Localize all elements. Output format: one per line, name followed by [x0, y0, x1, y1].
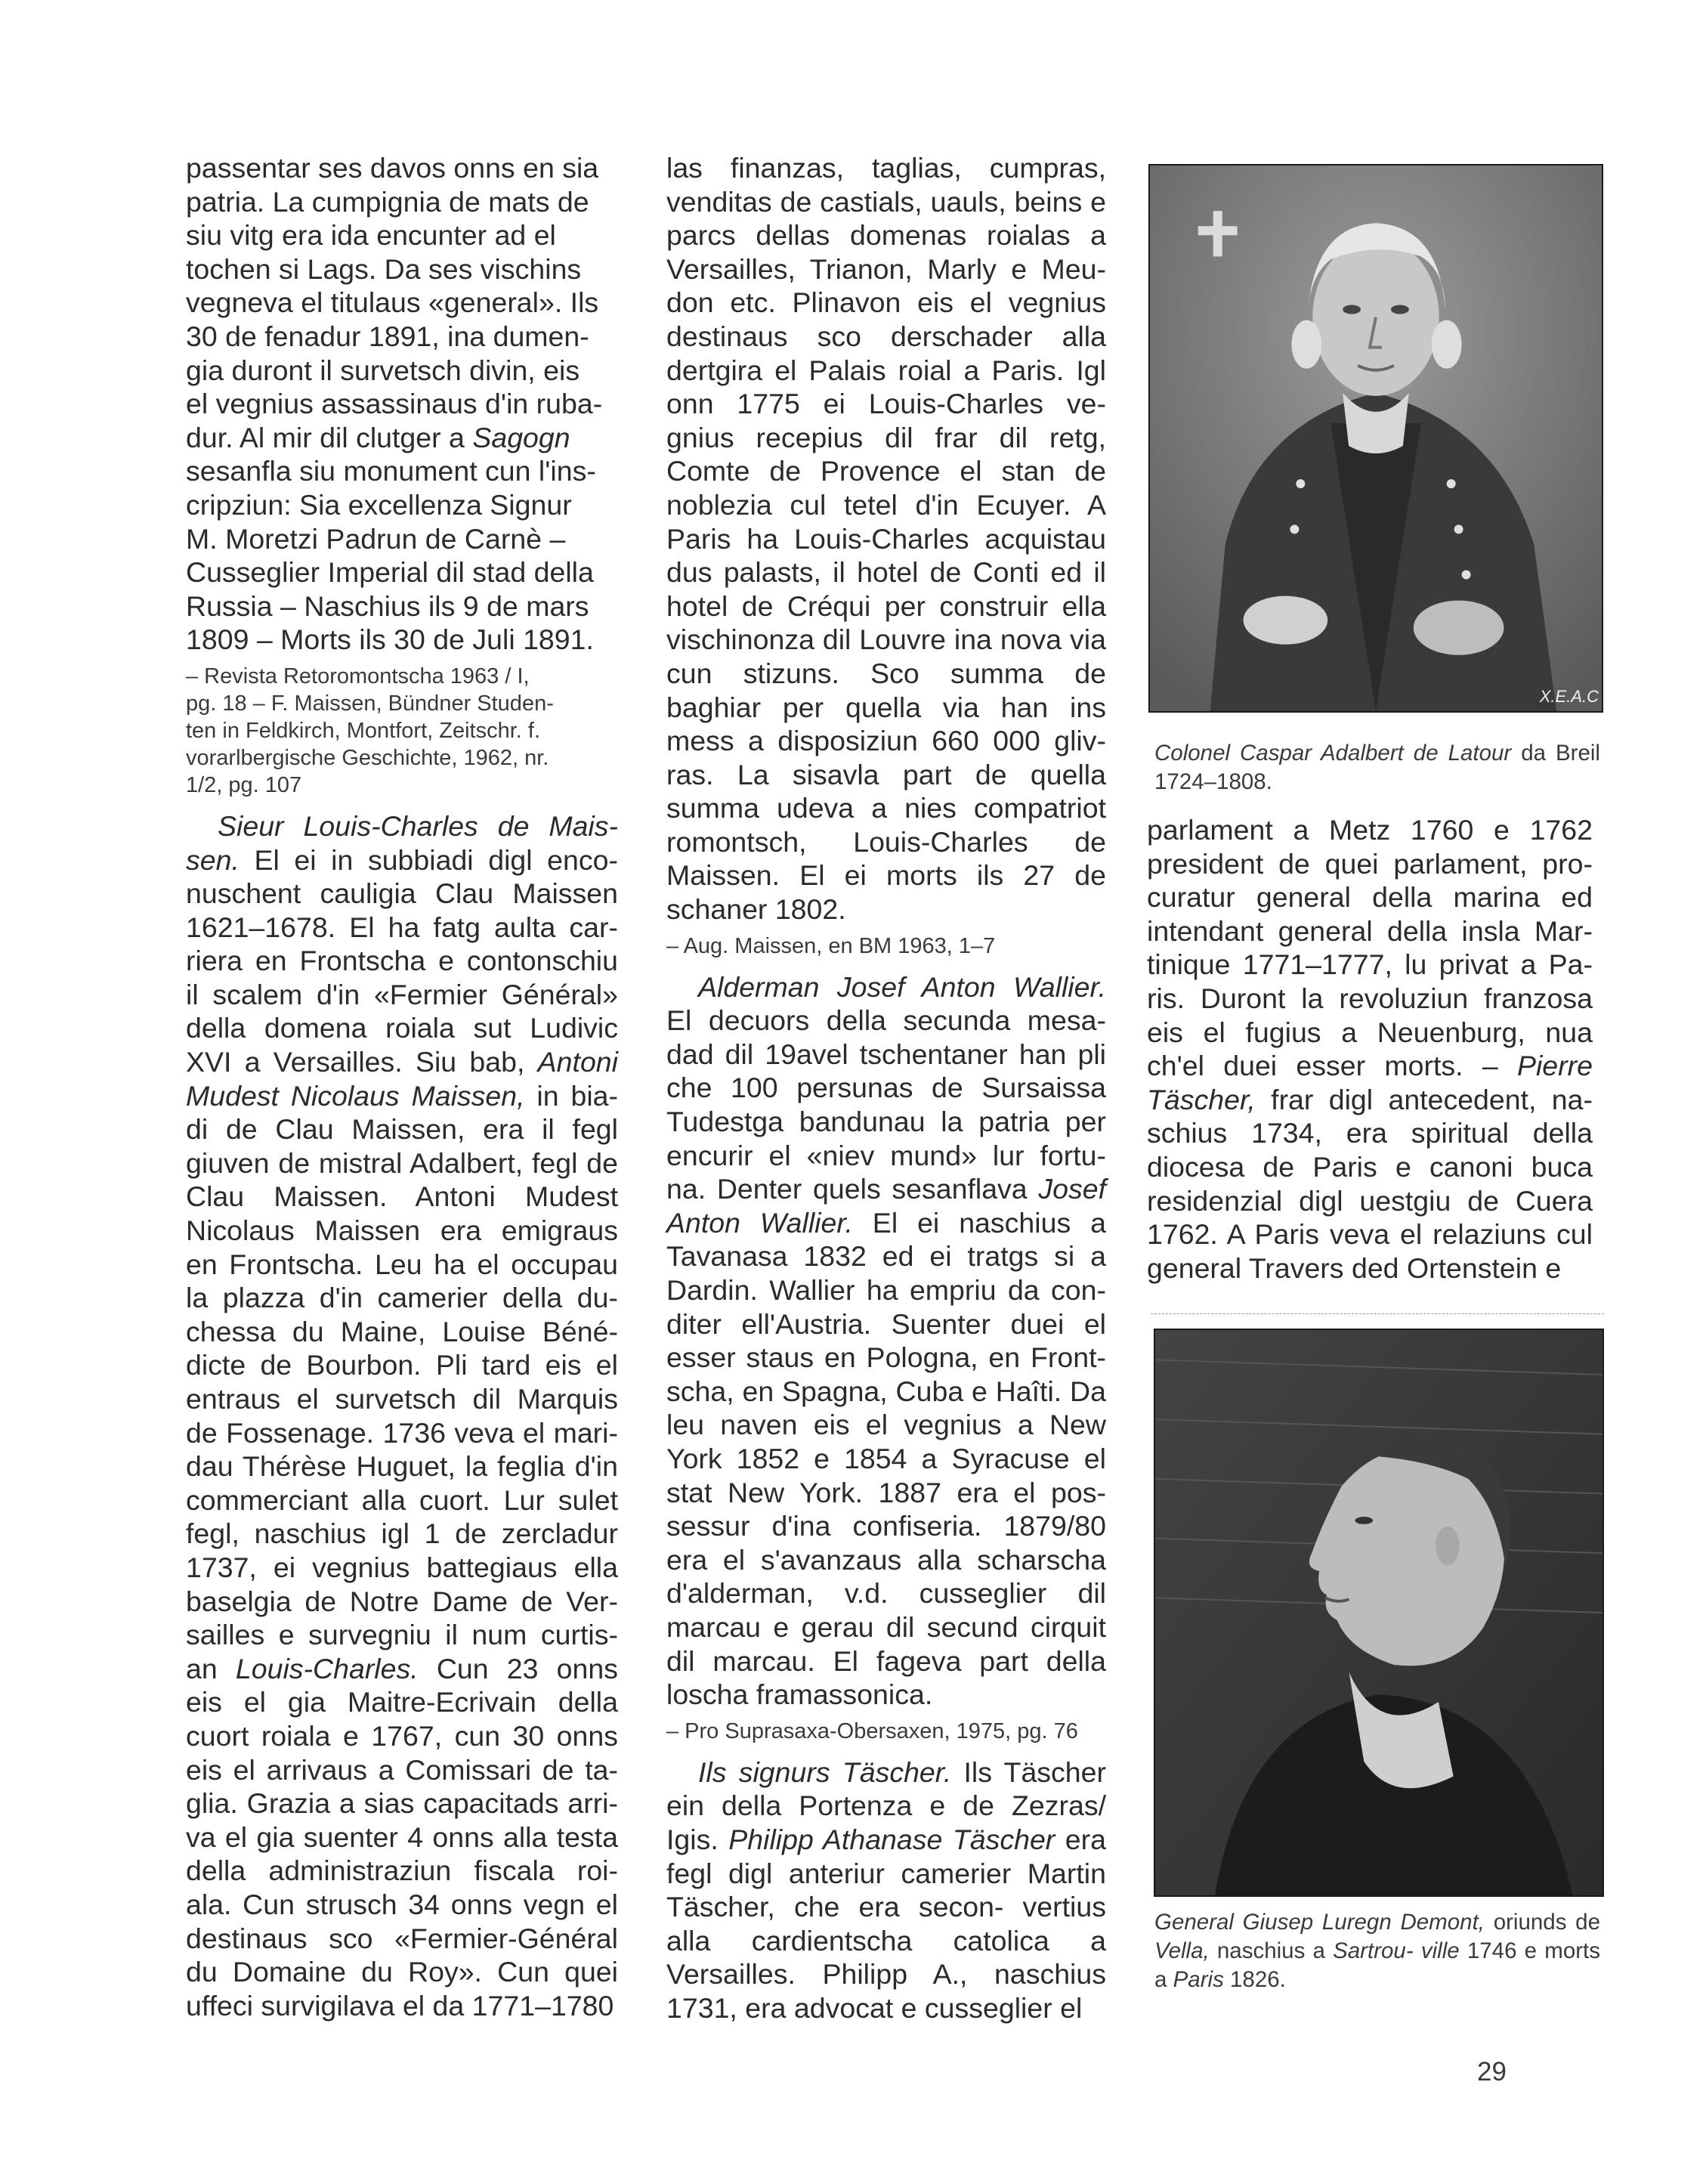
text-column-2 [666, 151, 1106, 2025]
source-reference: – Revista Retoromontscha 1963 / I, pg. 18 – F. Maissen, Bündner Studen- ten in Feldkirch, Montfort, Zeitschr. f. vorarlbergische Geschichte, 1962, nr. 1/2, pg. 107 [186, 664, 554, 797]
paragraph: parlament a Metz 1760 e 1762 president de quei parlament, pro- curatur general della marina ed intendant general della insla Mar- tinique 1771–1777, lu privat a Pa- ris. Duront la revoluziun franzosa eis el fugius a Neuenburg, nua ch'el duei esser morts. – Pierre Täscher, frar digl antecedent, na- schius 1734, era spiritual della diocesa de Paris e canoni buca residenzial digl uestgiu de Cuera 1762. A Paris veva el relaziuns cul general Travers ded Ortenstein e [1147, 814, 1593, 1284]
divider [1151, 1313, 1604, 1314]
portrait-demont-photo [1154, 1329, 1604, 1897]
page-number: 29 [1477, 2057, 1507, 2087]
photo-monogram: X.E.A.C [1539, 687, 1599, 706]
paragraph: Alderman Josef Anton Wallier. El decuors della secunda mesa- dad dil 19avel tschentaner han pli che 100 persunas de Sursaissa Tudestga bandunau la patria per encurir el «niev mund» lur fortu- na. Denter quels sesanflava Josef Anton Wallier. El ei naschius a Tavanasa 1832 ed ei tratgs si a Dardin. Wallier ha empriu da con- diter ell'Austria. Suenter duei el esser staus en Pologna, en Front- scha, en Spagna, Cuba e Haîti. Da leu naven eis el vegnius a New York 1852 e 1854 a Syracuse el stat New York. 1887 era el pos- sessur d'ina confiseria. 1879/80 era el s'avanzaus alla scharscha d'alderman, v.d. cusseglier dil marcau e gerau dil secund cirquit dil marcau. El fageva part della loscha framassonica. [666, 970, 1106, 1711]
caption-demont: General Giusep Luregn Demont, oriunds de Vella, naschius a Sartrou- ville 1746 e morts a Paris 1826. [1154, 1910, 1601, 1992]
paragraph: Ils signurs Täscher. Ils Täscher ein della Portenza e de Zezras/ Igis. Philipp Athanase Täscher era fegl digl anteriur camerier Martin Täscher, che era secon- vertius alla cardientscha catolica a Versailles. Philipp A., naschius 1731, era advocat e cusseglier el [666, 1756, 1106, 2024]
paragraph: Sieur Louis-Charles de Mais- sen. El ei in subbiadi digl enco- nuschent cauligia Clau Maissen 1621–1678. El ha fatg aulta car- riera en Frontscha e contonschiu il scalem d'in «Fermier Général» della domena roiala sut Ludivic XVI a Versailles. Siu bab, Antoni Mudest Nicolaus Maissen, in bia- di de Clau Maissen, era il fegl giuven de mistral Adalbert, fegl de Clau Maissen. Antoni Mudest Nicolaus Maissen era emigraus en Frontscha. Leu ha el occupau la plazza d'in camerier della du- chessa du Maine, Louise Béné- dicte de Bourbon. Pli tard eis el entraus el survetsch dil Marquis de Fossenage. 1736 veva el mari- dau Thérèse Huguet, la feglia d'in commerciant alla cuort. Lur sulet fegl, naschius igl 1 de zercladur 1737, ei vegnius battegiaus ella baselgia de Notre Dame de Ver- sailles e survegniu il num curtis- an Louis-Charles. Cun 23 onns eis el gia Maitre-Ecrivain della cuort roiala e 1767, cun 30 onns eis el arrivaus a Comissari de ta- glia. Grazia a sias capacitads arri- va el gia suenter 4 onns alla testa della administraziun fiscala roi- ala. Cun strusch 34 onns vegn el destinaus sco «Fermier-Général du Domaine du Roy». Cun quei uffeci survigilava el da 1771–1780 [186, 809, 618, 2022]
source-reference: – Aug. Maissen, en BM 1963, 1–7 [666, 933, 996, 958]
text-column-1 [186, 151, 618, 2022]
portrait-latour-image [1150, 166, 1602, 711]
text-column-3 [1147, 813, 1593, 1285]
paragraph: las finanzas, taglias, cumpras, venditas de castials, uauls, beins e parcs dellas domenas roialas a Versailles, Trianon, Marly e Meu- don etc. Plinavon eis el vegnius destinaus sco derschader alla dertgira el Palais roial a Paris. Igl onn 1775 ei Louis-Charles ve- gnius recepius dil frar dil retg, Comte de Provence el stan de noblezia cul tetel d'in Ecuyer. A Paris ha Louis-Charles acquistau dus palasts, il hotel de Conti ed il hotel de Créqui per construir ella vischinonza dil Louvre ina nova via cun stizuns. Sco summa de baghiar per quella via han ins mess a disposiziun 660 000 gliv- ras. La sisavla part de quella summa udeva a nies compatriot romontsch, Louis-Charles de Maissen. El ei morts ils 27 de schaner 1802. [666, 152, 1106, 926]
section-heading: Alderman Josef Anton Wallier. [698, 970, 1106, 1003]
portrait-latour-photo [1148, 164, 1603, 713]
caption-latour: Colonel Caspar Adalbert de Latour da Breil 1724–1808. [1154, 741, 1600, 794]
section-heading: Sieur Louis-Charles de Mais- sen. [186, 809, 618, 876]
paragraph: passentar ses davos onns en sia patria. La cumpignia de mats de siu vitg era ida encunter ad el tochen si Lags. Da ses vischins vegneva el titulaus «general». Ils 30 de fenadur 1891, ina dumen- gia duront il survetsch divin, eis el vegnius assassinaus d'in ruba- dur. Al mir dil clutger a Sagogn sesanfla siu monument cun l'ins- cripziun: Sia excellenza Signur M. Moretzi Padrun de Carnè – Cusseglier Imperial dil stad della Russia – Naschius ils 9 de mars 1809 – Morts ils 30 de Juli 1891. [186, 152, 603, 656]
section-heading: Ils signurs Täscher. [698, 1756, 952, 1788]
source-reference: – Pro Suprasaxa-Obersaxen, 1975, pg. 76 [666, 1718, 1078, 1743]
portrait-demont-image [1155, 1330, 1602, 1895]
